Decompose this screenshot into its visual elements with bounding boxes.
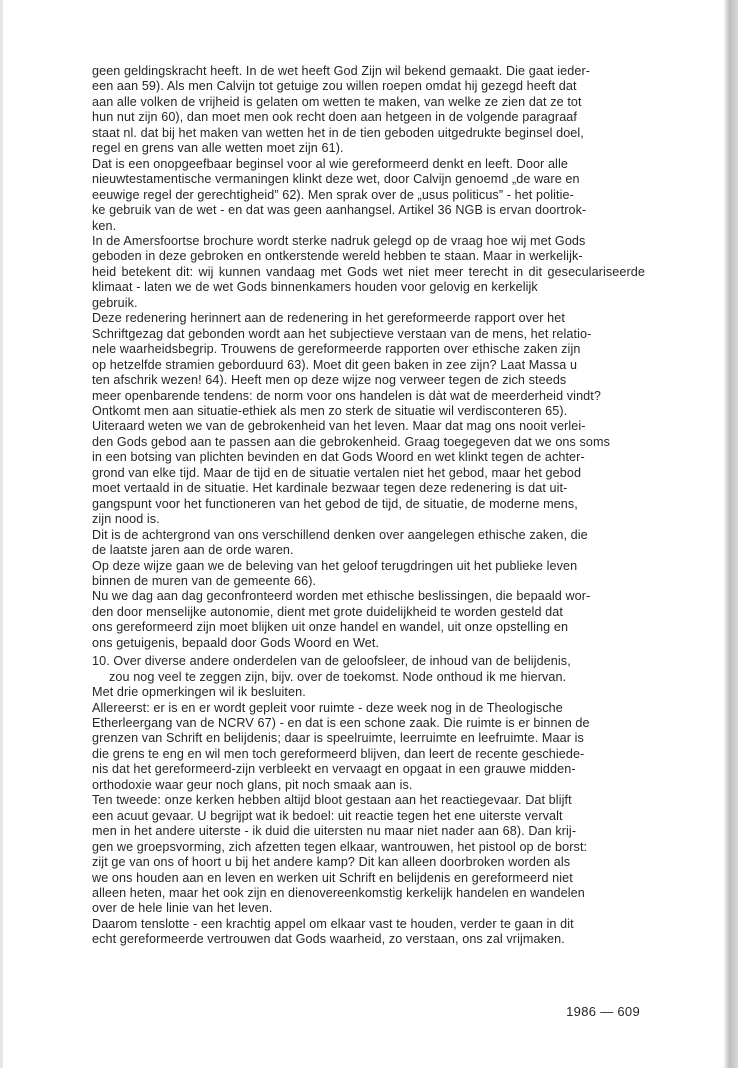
paragraph: Deze redenering herinnert aan de redenering in het gereformeerde rapport over het Schriftgezag dat gebonden wordt aan het subjectieve verstaan van de mens, het relatio- nele waarheidsbegrip. Trouwens de gereformeerde rapporten over ethische zaken zijn op hetzelfde stramien geborduurd 63). Moet dit geen baken in zee zijn? Laat Massa u ten afschrik wezen! 64). Heeft men op deze wijze nog verweer tegen de zich steeds meer openbarende tendens: de norm voor ons handelen is dàt wat de meerderheid vindt? Ontkomt men aan situatie-ethiek als men zo sterk de situatie wil verdisconteren 65). Uiteraard weten we van de gebrokenheid van het leven. Maar dat mag ons nooit verlei- den Gods gebod aan te passen aan die gebrokenheid. Graag toegegeven dat we ons soms in een botsing van plichten bevinden en dat Gods Woord en wet klinkt tegen de achter- grond van elke tijd. Maar de tijd en de situatie vertalen niet het gebod, maar het gebod moet vertaald in de situatie. Het kardinale bezwaar tegen deze redenering is dat uit- gangspunt voor het functioneren van het gebod de tijd, de situatie, de moderne mens, zijn nood is.: [92, 311, 611, 527]
page-edge-right: [724, 0, 738, 1068]
paragraph: In de Amersfoortse brochure wordt sterke nadruk gelegd op de vraag hoe wij met Gods geboden in deze gebroken en ontkerstende wereld hebben te staan. Maar in werkelijk- heid betekent dit: wij kunnen vandaag met Gods wet niet meer terecht in dit geseculariseerde klimaat - laten we de wet Gods binnenkamers houden voor gelovig en kerkelijk gebruik.: [92, 233, 645, 310]
page-number: 1986 — 609: [566, 1004, 640, 1019]
paragraph: Met drie opmerkingen wil ik besluiten.: [92, 685, 306, 700]
paragraph: Daarom tenslotte - een krachtig appel om elkaar vast te houden, verder te gaan in dit echt gereformeerde vertrouwen dat Gods waarheid, zo verstaan, ons zal vrijmaken.: [92, 916, 574, 947]
paragraph: Allereerst: er is en er wordt gepleit voor ruimte - deze week nog in de Theologische Etherleergang van de NCRV 67) - en dat is een schone zaak. Die ruimte is er binnen de grenzen van Schrift en belijdenis; daar is speelruimte, leerruimte en leefruimte. Maar is die grens te eng en wil men toch gereformeerd blijven, dan leert de recente geschiede- nis dat het gereformeerd-zijn verbleekt en vervaagt en opgaat in een grauwe midden- orthodoxie waar geur noch glans, pit noch smaak aan is.: [92, 700, 590, 792]
paragraph: Nu we dag aan dag geconfronteerd worden met ethische beslissingen, die bepaald wor- den door menselijke autonomie, dient met grote duidelijkheid te worden gesteld dat ons gereformeerd zijn moet blijken uit onze handel en wandel, uit onze opstelling en ons getuigenis, bepaald door Gods Woord en Wet.: [92, 589, 591, 650]
paragraph: Ten tweede: onze kerken hebben altijd bloot gestaan aan het reactiegevaar. Dat blijft een acuut gevaar. U begrijpt wat ik bedoel: uit reactie tegen het ene uiterste vervalt men in het andere uiterste - ik duid die uitersten nu maar niet nader aan 68). Dan krij- gen we groepsvorming, zich afzetten tegen elkaar, wantrouwen, het pistool op de borst: zijt ge van ons of hoort u bij het andere kamp? Dit kan alleen doorbroken worden als we ons houden aan en leven en werken uit Schrift en belijdenis en gereformeerd niet alleen heten, maar het ook zijn en dienovereenkomstig kerkelijk handelen en wandelen over de hele linie van het leven.: [92, 793, 588, 916]
paragraph: Op deze wijze gaan we de beleving van het geloof terugdringen uit het publieke leven binnen de muren van de gemeente 66).: [92, 558, 578, 588]
paragraph: geen geldingskracht heeft. In de wet heeft God Zijn wil bekend gemaakt. Die gaat ieder- een aan 59). Als men Calvijn tot getuige zou willen roepen omdat hij gezegd heeft dat aan alle volken de vrijheid is gelaten om wetten te maken, van welke ze zien dat ze tot hun nut zijn 60), dan moet men ook recht doen aan hetgeen in de volgende paragraaf staat nl. dat bij het maken van wetten het in de tien geboden uitgedrukte beginsel doel, regel en grens van alle wetten moet zijn 61).: [92, 64, 591, 156]
paragraph: Dat is een onopgeefbaar beginsel voor al wie gereformeerd denkt en leeft. Door alle nieuwtestamentische vermaningen klinkt deze wet, door Calvijn genoemd „de ware en eeuwige regel der gerechtigheid” 62). Men sprak over de „usus politicus” - het politie- ke gebruik van de wet - en dat was geen aanhangsel. Artikel 36 NGB is ervan doortrok- ken.: [92, 156, 587, 233]
page-edge-left: [0, 0, 3, 1068]
paragraph: Dit is de achtergrond van ons verschillend denken over aangelegen ethische zaken, die de laatste jaren aan de orde waren.: [92, 527, 588, 558]
body-text: [92, 64, 645, 948]
numbered-paragraph: 10. Over diverse andere onderdelen van de geloofsleer, de inhoud van de belijdenis, zou nog veel te zeggen zijn, bijv. over de toekomst. Node onthoud ik me hiervan.: [92, 654, 571, 684]
